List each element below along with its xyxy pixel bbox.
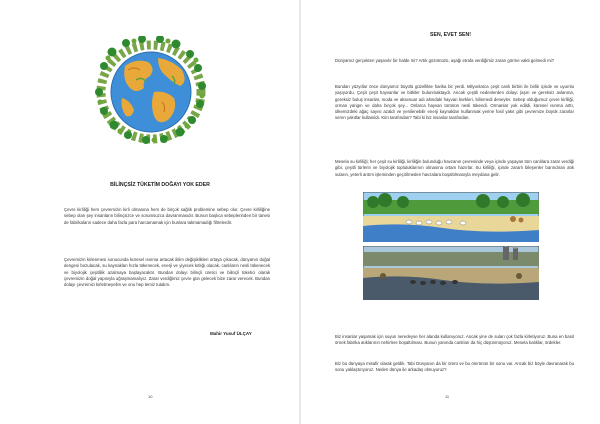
paragraph: Dünyamız gerçekten yaşanılır bir halde mi? Artık gözümüzü, aşağı etrafa verdiğimiz zararı görme vakti gelmedi mi? bbox=[335, 58, 554, 63]
earth-globe bbox=[111, 52, 191, 132]
polluted-lake-illustration bbox=[363, 246, 539, 300]
author-name: Mahir Yusuf ÜLÇAY bbox=[210, 331, 252, 336]
paragraph: Çevre kirliliği hem çevremizin kirli olmasına hem de birçok sağlık problemine sebep olur. Çevre kirliliğine sebep olan şey insanların bilinçsizce ve sorumsuzca davranmasıdır. Bunun başlıca sebeplerinden bir tanesi de fabrikaların sadece daha fazla para harcamamak için bunlara takmamadığı filtrelerdir. bbox=[64, 207, 270, 225]
clean-lake-illustration bbox=[363, 192, 539, 242]
page-title: BİLİNÇSİZ TÜKETİM DOĞAYI YOK EDER bbox=[110, 182, 210, 188]
paragraph: Biz insanlar yaşamak için suyun neredeyse her alanda kullanıyoruz. Ancak yine de suları çok fazla kirletiyoruz. Buna en basit örnek fabrika atıklarının nehirlere boşaltılması. Bunun yanında canlıları da hiç düşünmüyoruz. Mesela balıklar, ördekler. bbox=[335, 334, 574, 346]
right-page bbox=[301, 0, 600, 424]
page-number: 11 bbox=[445, 394, 450, 399]
page-number: 10 bbox=[148, 394, 153, 399]
paragraph: Çevremizin kirlenmesi sonucunda küresel ısınma artacak iklim değişiklikleri ortaya çıkacak, dünyanın doğal dengesi bozulacak, su kaynakları hızla tükenecek, enerji ve yiyecek kıtlığı olacak, canlıların nesli tükenecek ve biyolojik çeşitlilik azalmaya başlayacaktır. Bundan dolayı bilinçli üretici ve bilinçli tüketici olarak çevremizin doğal yapısıyla uğraşmamalıyız. Zarar verdiğimiz çevre gün gelecek bize zarar verecek. Bundan dolayı çevremizi kirletmeyelim ve onu hep temiz tutalım. bbox=[64, 257, 270, 288]
page-title: SEN, EVET SEN! bbox=[430, 32, 471, 38]
left-page bbox=[0, 0, 299, 424]
paragraph: Mesela su kirliliği; her çeşit su kirliliği, kirliliğin bulunduğu havzanın çevresinde veya içinde yaşayan tüm canlılara zarar verdiği gibi, çeşitli türlerin ve biyolojik topluluklarının olmasına ortam hazırlar. Su kirliliği, içinde zararlı bileşenler barındıran atık suların, yeterli arıtım işleminden geçirilmeden havzalara boşaltılmasıyla meydana gelir. bbox=[335, 159, 574, 177]
earth-tree-illustration bbox=[92, 36, 210, 144]
paragraph: Bundan yüzyıllar önce dünyamız büyülü güzellikte harika bir yerdi. Milyonlarca çeşit canlı birbiri ile birlik içinde ve uyumlu yaşıyordu. Çeşit çeşit hayvanlar ve bitkiler bulunmaktaydı. Ancak çeşitli nedenlerden dolayı (aşırı ve gereksiz avlanma, gereksiz buluş insanlar, moda ve aksesuar adı altındaki hayvan kürkleri, bilinmedi deneyler. Sebep olduğumuz çevre kirliliği, orman yangın ve daha birçok şey... Onlarca hayvan türünün nesli tükendi. Ormanlar yok edildi, küresel ısınma arttı, ülkemizdeki ağaç sayısı azaldı ve yenilenebilir enerji kaynakları kullanmak yerine fosil yakıt gibi çevremize büyük zararlar veren yakıtlar kullanıldı. Kim tarafından? Tabi ki biz insanlar tarafından. bbox=[335, 84, 574, 121]
paragraph: Biz bu dünyaya misafir olarak geldik. Tabi Dünyanın da bir ömrü ve bu ömrünün bir sonu var. Ancak biz böyle davranarak bu sonu yaklaştırıyoruz. Neden dünya ile arkadaş olmuyoruz? bbox=[335, 361, 574, 373]
